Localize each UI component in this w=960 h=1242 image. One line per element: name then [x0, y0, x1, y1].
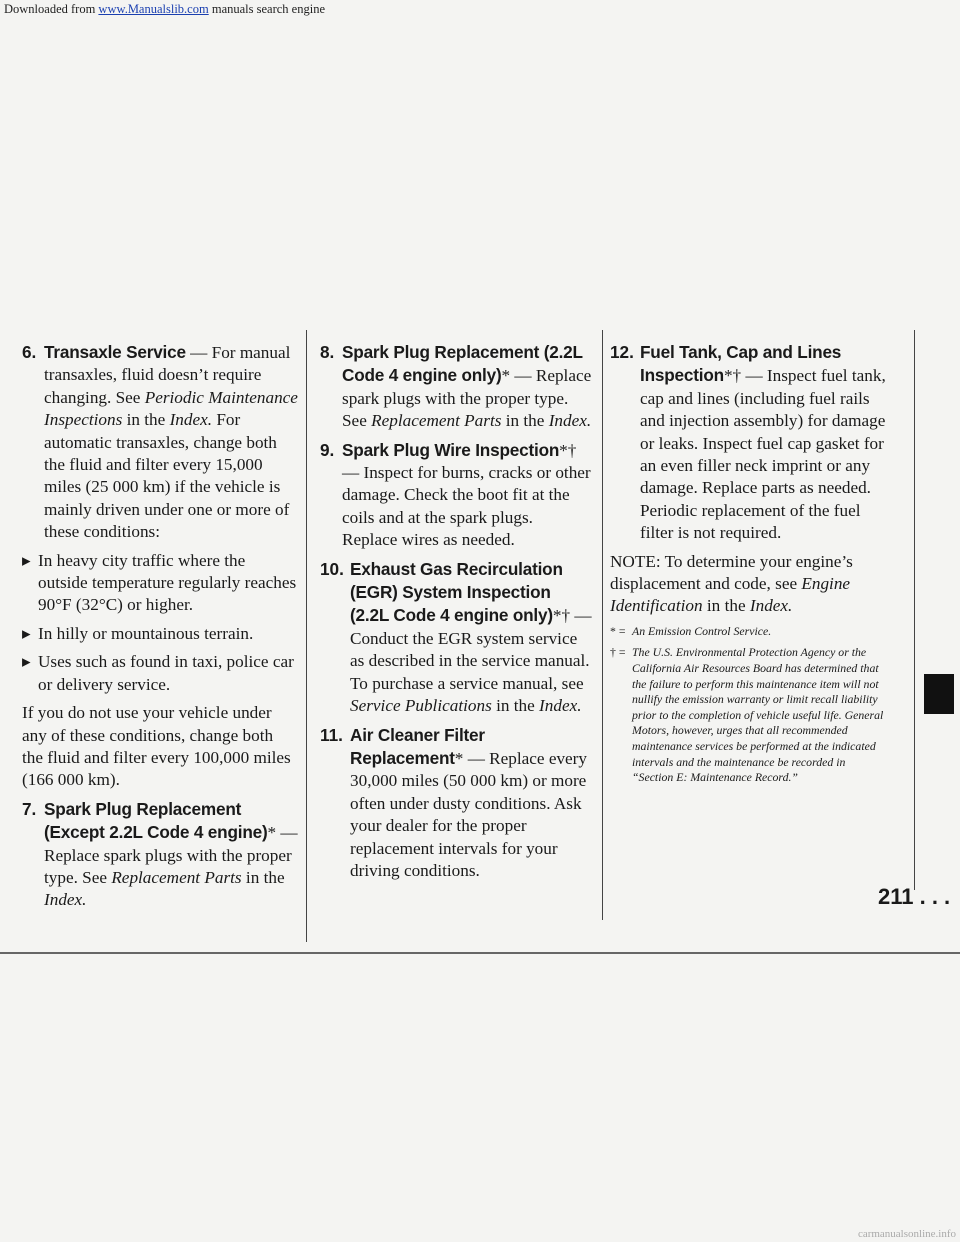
- bullet-icon: ▸: [22, 623, 31, 643]
- item-number: 10.: [320, 558, 344, 579]
- item-number: 9.: [320, 439, 335, 460]
- note-paragraph: NOTE: To determine your engine’s displacement and code, see Engine Identification in the Index.: [610, 551, 853, 616]
- download-source-header: [4, 2, 325, 17]
- item-title: Fuel Tank, Cap and Lines Inspection: [640, 342, 842, 386]
- item-8-spark-plug-replacement: 8. Spark Plug Replacement (2.2L Code 4 engine only)* — Replace spark plugs with the proper type. See Replacement Parts in the Index.: [320, 342, 592, 431]
- footnote-emission: * = An Emission Control Service.: [610, 623, 772, 638]
- item-title: Exhaust Gas Recirculation (EGR) System Inspection (2.2L Code 4 engine only): [350, 558, 563, 626]
- item-12-fuel-tank-inspection: 12. Fuel Tank, Cap and Lines Inspection*† — Inspect fuel tank, cap and lines (including fuel rails and injection assembly) for damage or leaks. Inspect fuel cap gasket for an even filler neck imprint or any damage. Replace parts as needed. Periodic replacement of the fuel filter is not required.: [610, 342, 886, 543]
- column-2: [320, 341, 592, 888]
- section-tab-marker: [924, 674, 954, 714]
- column-1: [22, 341, 298, 918]
- item-title: Spark Plug Wire Inspection: [342, 439, 560, 460]
- item-number: 8.: [320, 342, 335, 362]
- page-number: 211 . . .: [878, 884, 951, 909]
- paragraph-conditions: If you do not use your vehicle under any of these conditions, change both the fluid and filter every 100,000 miles (166 000 km).: [22, 703, 291, 790]
- bullet-icon: ▸: [22, 652, 31, 672]
- column-divider-left: [306, 330, 307, 942]
- bullet-item: ▸ Uses such as found in taxi, police car or delivery service.: [22, 652, 294, 694]
- item-number: 6.: [22, 342, 37, 362]
- item-title: Transaxle Service: [44, 342, 186, 362]
- column-divider-right: [602, 330, 603, 920]
- item-title: Air Cleaner Filter Replacement: [350, 724, 485, 768]
- footnote-epa: † = The U.S. Environmental Protection Agency or the California Air Resources Board has determined that the failure to perform this maintenance item will not nullify the emission warranty or limit recall liability prior to the completion of vehicle useful life. General Motors, however, urges that all recommended maintenance services be performed at the indicated intervals and the maintenance be recorded in “Section E: Maintenance Record.”: [610, 645, 884, 785]
- bullet-item: ▸ In hilly or mountainous terrain.: [22, 623, 298, 645]
- bullet-icon: ▸: [22, 550, 31, 570]
- item-6-transaxle-service: 6. Transaxle Service — For manual transaxles, fluid doesn’t require changing. See Periodic Maintenance Inspections in the Index. For automatic transaxles, change both the fluid and filter every 15,000 miles (25 000 km) if the vehicle is mainly driven under one or more of these conditions:: [22, 342, 298, 542]
- header-prefix: Downloaded from: [4, 2, 99, 16]
- item-title: Spark Plug Replacement (2.2L Code 4 engine only): [342, 342, 583, 386]
- item-11-air-cleaner-filter: 11. Air Cleaner Filter Replacement* — Replace every 30,000 miles (50 000 km) or more often under dusty conditions. Ask your dealer for the proper replacement intervals for your driving conditions.: [320, 724, 587, 880]
- manualslib-link[interactable]: www.Manualslib.com: [98, 2, 209, 16]
- column-3: [610, 341, 888, 786]
- item-number: 7.: [22, 798, 37, 819]
- bullet-item: ▸ In heavy city traffic where the outside temperature regularly reaches 90°F (32°C) or higher.: [22, 550, 297, 615]
- item-7-spark-plug-replacement: 7. Spark Plug Replacement (Except 2.2L Code 4 engine)* — Replace spark plugs with the proper type. See Replacement Parts in the Index.: [22, 798, 298, 910]
- item-number: 12.: [610, 342, 634, 362]
- header-suffix: manuals search engine: [208, 2, 325, 16]
- item-10-egr-system-inspection: 10. Exhaust Gas Recirculation (EGR) System Inspection (2.2L Code 4 engine only)*† — Conduct the EGR system service as described in the service manual. To purchase a service manual, see Service Publications in the Index.: [320, 558, 592, 716]
- page-bottom-rule: [0, 952, 960, 954]
- item-9-spark-plug-wire-inspection: 9. Spark Plug Wire Inspection*† — Inspect for burns, cracks or other damage. Check the boot fit at the coils and at the spark plugs. Replace wires as needed.: [320, 439, 591, 550]
- item-title: Spark Plug Replacement (Except 2.2L Code 4 engine): [44, 798, 268, 843]
- watermark-footer: carmanualsonline.info: [857, 1228, 956, 1240]
- item-number: 11.: [320, 724, 343, 745]
- column-divider-page-edge: [914, 330, 915, 890]
